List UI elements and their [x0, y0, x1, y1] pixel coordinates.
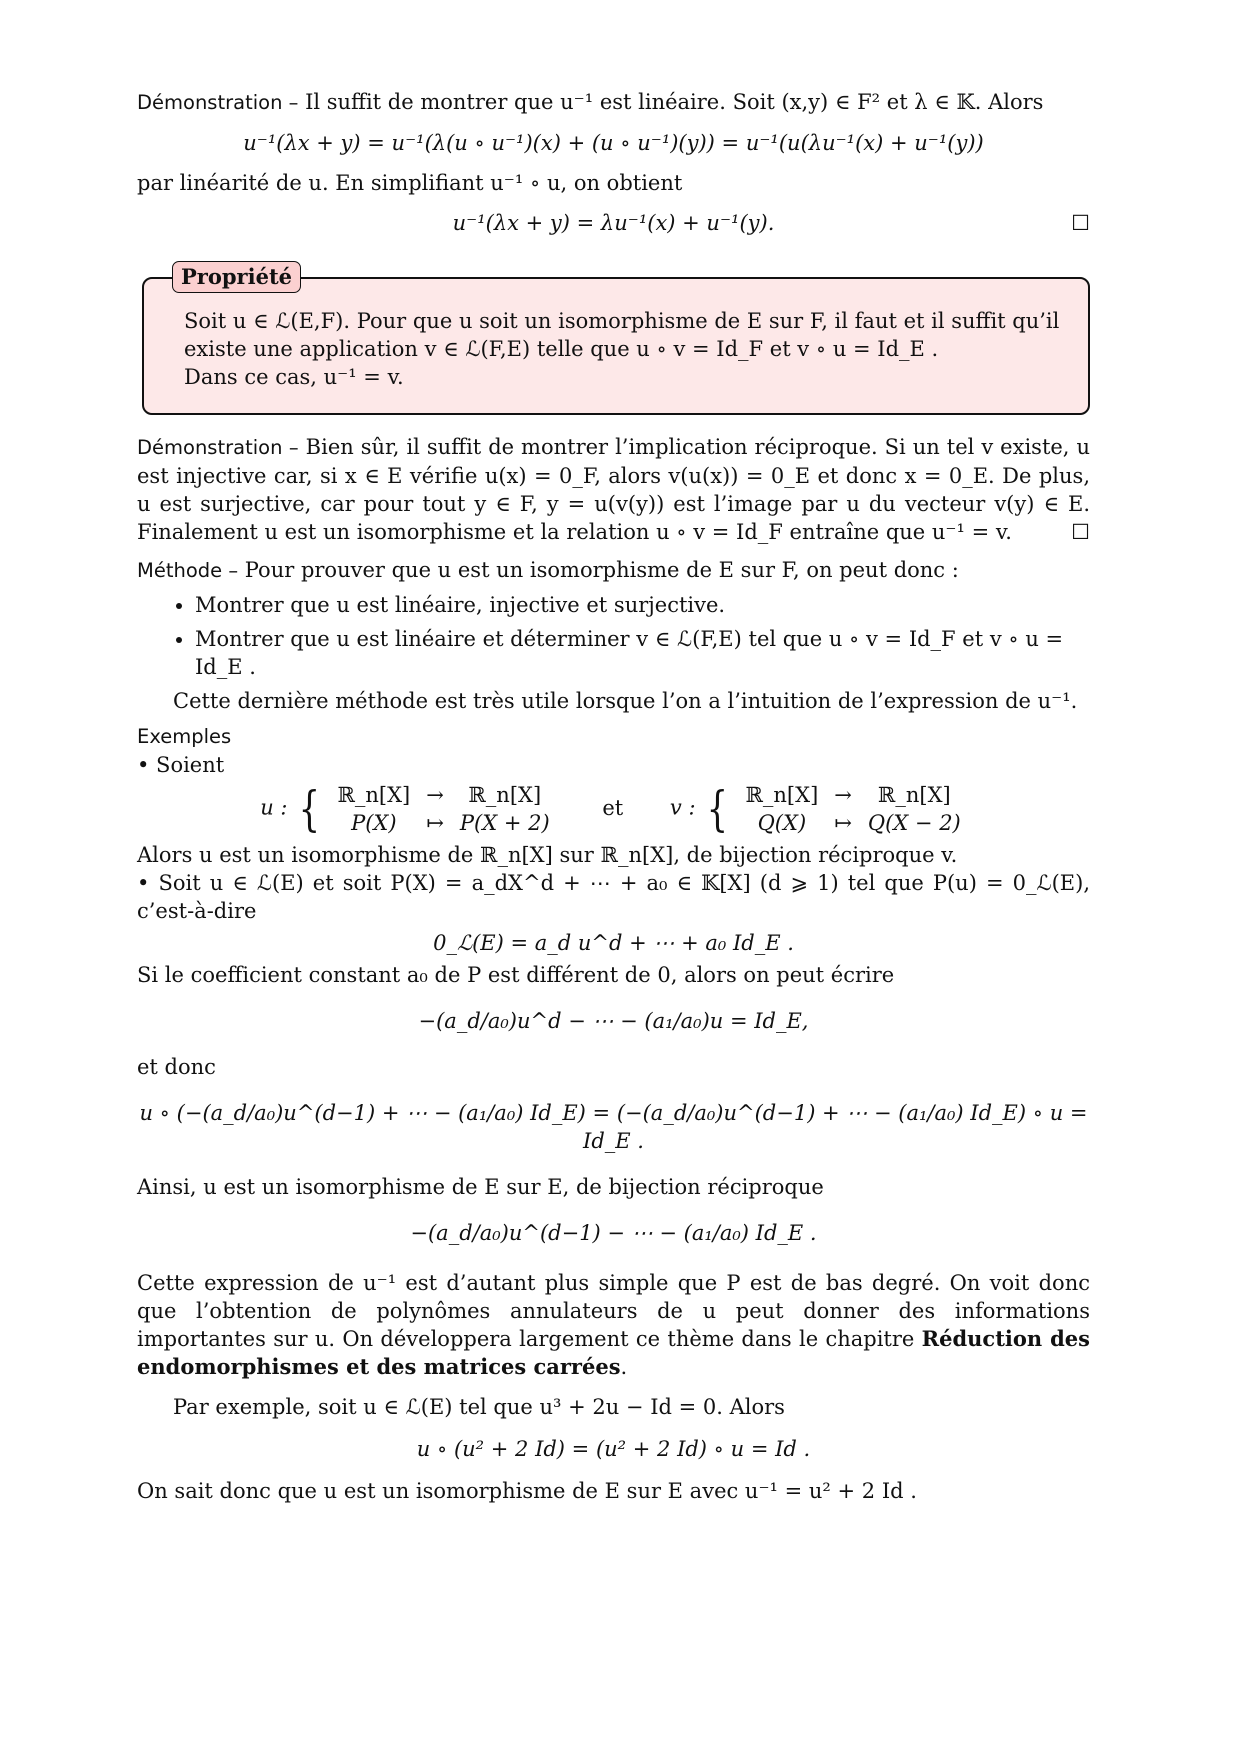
- demo1-equation-2: [137, 209, 1090, 237]
- demo1-paragraph: [137, 88, 1090, 117]
- u-label: u :: [260, 795, 288, 820]
- demo2-label: Démonstration –: [137, 436, 299, 459]
- demo1-eq2: u⁻¹(λx + y) = λu⁻¹(x) + u⁻¹(y).: [452, 211, 775, 235]
- methode-list: [137, 591, 1090, 681]
- exemples-label: Exemples: [137, 725, 232, 748]
- methode-text: Pour prouver que u est un isomorphisme de E sur F, on peut donc :: [244, 558, 959, 582]
- v-mapping-table: [739, 781, 966, 837]
- v-row2-to: Q(X − 2): [867, 811, 961, 835]
- equation-7: [137, 1435, 1090, 1463]
- qed-icon: ☐: [1071, 211, 1090, 235]
- eq7: u ∘ (u² + 2 Id) = (u² + 2 Id) ∘ u = Id .: [416, 1437, 811, 1461]
- exemples-soient: • Soient: [137, 753, 225, 777]
- methode-item: • Montrer que u est linéaire, injective et surjective.: [195, 591, 1090, 619]
- mapsto-icon: ↦: [834, 811, 852, 835]
- u-row2-from: P(X): [351, 811, 397, 835]
- exemples-text5: [137, 1269, 1090, 1381]
- exemples-text3: Si le coefficient constant a₀ de P est différent de 0, alors on peut écrire: [137, 963, 895, 987]
- arrow-icon: →: [426, 783, 444, 807]
- v-mapping: [739, 781, 966, 837]
- eq5: u ∘ (−(a_d/a₀)u^(d−1) + ⋯ − (a₁/a₀) Id_E) = (−(a_d/a₀)u^(d−1) + ⋯ − (a₁/a₀) Id_E) ∘ u = Id_E .: [139, 1101, 1088, 1153]
- equation-6: [137, 1219, 1090, 1247]
- exemples-text6: Par exemple, soit u ∈ ℒ(E) tel que u³ + 2u − Id = 0. Alors: [173, 1395, 785, 1419]
- et-label: et: [602, 795, 624, 820]
- methode-after: Cette dernière méthode est très utile lorsque l’on a l’intuition de l’expression de u⁻¹.: [173, 689, 1078, 713]
- u-row1-from: ℝ_n[X]: [337, 783, 411, 807]
- text5-end: .: [620, 1355, 628, 1379]
- exemples-bullet2: • Soit u ∈ ℒ(E) et soit P(X) = a_dX^d + ⋯ + a₀ ∈ 𝕂[X] (d ⩾ 1) tel que P(u) = 0_ℒ(E), c’est-à-dire: [137, 871, 1090, 923]
- text5-a: Cette expression de u⁻¹ est d’autant plus simple que P est de bas degré. On voit donc que l’obtention de polynômes annulateurs de u peut donner des informations importantes sur u. On développera largement ce thème dans le chapitre: [137, 1271, 1090, 1351]
- demo2-text: Bien sûr, il suffit de montrer l’implication réciproque. Si un tel v existe, u est injective car, si x ∈ E vérifie u(x) = 0_F, alors v(u(x)) = 0_E et donc x = 0_E. De plus, u est surjective, car pour tout y ∈ F, y = u(v(y)) est l’image par u du vecteur v(y) ∈ E. Finalement u est un isomorphisme et la relation u ∘ v = Id_F entraîne que u⁻¹ = v.: [137, 435, 1090, 544]
- demo1-text2: par linéarité de u. En simplifiant u⁻¹ ∘ u, on obtient: [137, 171, 683, 195]
- propriete-line2: existe une application v ∈ ℒ(F,E) telle que u ∘ v = Id_F et v ∘ u = Id_E .: [184, 337, 939, 361]
- u-mapping-table: [331, 781, 555, 837]
- v-row1-to: ℝ_n[X]: [877, 783, 951, 807]
- v-row1-from: ℝ_n[X]: [745, 783, 819, 807]
- eq4: −(a_d/a₀)u^d − ⋯ − (a₁/a₀)u = Id_E,: [418, 1009, 809, 1033]
- exemples-conclusion1: Alors u est un isomorphisme de ℝ_n[X] sur ℝ_n[X], de bijection réciproque v.: [137, 843, 958, 867]
- methode-paragraph: [137, 556, 1090, 585]
- left-brace-icon: {: [706, 781, 729, 837]
- exemples-text7: On sait donc que u est un isomorphisme de E sur E avec u⁻¹ = u² + 2 Id .: [137, 1479, 917, 1503]
- page-content: [137, 88, 1090, 1505]
- v-label: v :: [669, 795, 696, 820]
- exemples-text4: Ainsi, u est un isomorphisme de E sur E, de bijection réciproque: [137, 1175, 824, 1199]
- demo1-equation-1: [137, 129, 1090, 157]
- u-mapping: [331, 781, 555, 837]
- demo1-text: Il suffit de montrer que u⁻¹ est linéaire. Soit (x,y) ∈ F² et λ ∈ 𝕂. Alors: [305, 90, 1044, 114]
- equation-5: [137, 1099, 1090, 1155]
- v-row2-from: Q(X): [757, 811, 807, 835]
- propriete-line1: Soit u ∈ ℒ(E,F). Pour que u soit un isomorphisme de E sur F, il faut et il suffit qu’il: [184, 309, 1060, 333]
- methode-item: • Montrer que u est linéaire et déterminer v ∈ ℒ(F,E) tel que u ∘ v = Id_F et v ∘ u = Id_E .: [195, 625, 1090, 681]
- qed-icon: ☐: [1071, 520, 1090, 544]
- eq3: 0_ℒ(E) = a_d u^d + ⋯ + a₀ Id_E .: [433, 931, 794, 955]
- demo1-eq1: u⁻¹(λx + y) = u⁻¹(λ(u ∘ u⁻¹)(x) + (u ∘ u⁻¹)(y)) = u⁻¹(u(λu⁻¹(x) + u⁻¹(y)): [243, 131, 984, 155]
- methode-label: Méthode –: [137, 559, 239, 582]
- u-row1-to: ℝ_n[X]: [468, 783, 542, 807]
- arrow-icon: →: [834, 783, 852, 807]
- propriete-box: [142, 264, 1090, 415]
- left-brace-icon: {: [298, 781, 321, 837]
- exemples-et-donc: et donc: [137, 1055, 216, 1079]
- eq6: −(a_d/a₀)u^(d−1) − ⋯ − (a₁/a₀) Id_E .: [410, 1221, 817, 1245]
- u-row2-to: P(X + 2): [459, 811, 550, 835]
- mapping-definitions: [137, 781, 1090, 837]
- equation-4: [137, 1007, 1090, 1035]
- propriete-title: Propriété: [172, 261, 301, 293]
- equation-3: [137, 929, 1090, 957]
- mapsto-icon: ↦: [426, 811, 444, 835]
- propriete-line3: Dans ce cas, u⁻¹ = v.: [184, 365, 404, 389]
- chapter-title: Réduction des endomorphismes et des matrices carrées: [137, 1326, 1090, 1379]
- demo1-label: Démonstration –: [137, 91, 299, 114]
- demo2-paragraph: [137, 433, 1090, 546]
